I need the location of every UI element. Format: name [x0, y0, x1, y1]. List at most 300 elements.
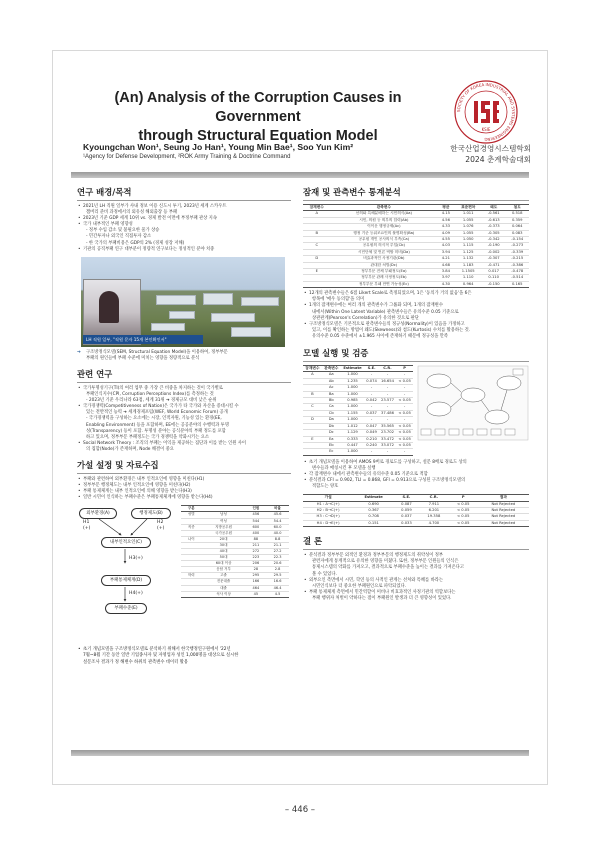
- table-cell: 0.037: [366, 410, 377, 415]
- bullet-item: 변수들과 매칭시킨 후 모델을 실행: [312, 465, 376, 471]
- table-cell: 1.110: [454, 275, 481, 281]
- table-cell: 석사 이상: [201, 591, 245, 597]
- table-row: [303, 520, 529, 526]
- table-cell: 28: [246, 567, 266, 573]
- table-cell: 0.083: [505, 230, 529, 236]
- affiliations: ¹Agency for Defense Development, ²ROK Army Training & Doctrine Command: [83, 154, 291, 160]
- table-row: [181, 591, 289, 597]
- table-cell: 1.115: [454, 243, 481, 249]
- table-cell: H3 : C→D(+): [303, 514, 353, 520]
- hypothesis-figure: [77, 505, 291, 643]
- table-cell: -: [379, 372, 396, 378]
- table-cell: 직종: [181, 524, 201, 530]
- table-cell: 211: [246, 542, 266, 548]
- diagram-label-h1-sign: (+): [83, 526, 91, 532]
- sem-path-diagram: [417, 365, 529, 441]
- table-cell: 0.037: [394, 514, 419, 520]
- logo-ring-text: SOCIETY OF KOREA INDUSTRIAL AND SYSTEMS ENGINEERING: [455, 81, 517, 143]
- table-cell: Bb: [322, 398, 341, 404]
- table-header-cell: Estimate: [353, 495, 394, 501]
- table-cell: C: [303, 243, 330, 249]
- table-cell: B: [303, 230, 330, 236]
- table-row: [303, 281, 529, 287]
- table-cell: 1.000: [341, 391, 365, 397]
- table-cell: 0.359: [505, 217, 529, 223]
- bullet-item: • 부패 통제체계는 내부 인적요인에 의해 영향을 받는다(H3): [77, 489, 291, 495]
- table-cell: < 0.05: [396, 436, 413, 442]
- table-cell: 1.000: [341, 372, 365, 378]
- bullet-item: 하고 있으며, 정부부문 부패정도는 국가 경쟁력을 약화시키는 요소: [86, 434, 209, 440]
- table-cell: -: [379, 417, 396, 423]
- news-anchor-figure: [99, 291, 119, 323]
- table-cell: -0.002: [482, 249, 506, 255]
- table-header-cell: 비율: [266, 506, 289, 512]
- page-number: – 446 –: [284, 805, 316, 815]
- table-cell: -0.215: [505, 256, 529, 262]
- table-header-cell: 잠재변수: [303, 366, 322, 372]
- bullet-item: 성(Transparency) 등이 포함. 투명성 분야는 공식분야의 부패 정도를 포함: [86, 428, 226, 434]
- bullet-item: • 국가경쟁력(Competitiveness of Nation)은 국가가 타 국가와 자산을 증대시킬 수: [77, 404, 291, 410]
- table-cell: 0.210: [366, 436, 377, 441]
- bullet-item: • 정부부문 행정체도는 내부 인적요인에 영향을 미친다(H2): [77, 483, 291, 489]
- table-cell: 4.21: [437, 256, 454, 262]
- table-cell: 295: [246, 573, 266, 579]
- table-cell: D: [303, 417, 322, 423]
- table-cell: -: [396, 385, 413, 391]
- table-cell: [303, 449, 322, 455]
- table-cell: 6.201: [419, 508, 449, 514]
- table-cell: 1.129: [341, 430, 365, 436]
- table-cell: 35.565: [379, 423, 396, 429]
- bullet-item: • 12개의 관측변수들은 6점 Likert Scale로 측정되었으며, 1은 '동의가 거의 없음'을 6은: [303, 291, 529, 297]
- table-cell: 나이: [181, 536, 201, 542]
- table-cell: < 0.05: [396, 442, 413, 448]
- table-cell: 0.367: [353, 508, 394, 514]
- section-heading-related: 관련 연구: [77, 368, 291, 383]
- table-cell: 0.042: [366, 398, 377, 403]
- table-cell: A: [303, 211, 330, 217]
- bullet-item: 내에서(Within One Latent Variable) 관측변수들은 유의수준 0.05 기준으로: [312, 309, 459, 315]
- survey-note-line-1: 초기 개념모델을 구조방정식모델로 분석하기 위해서 한국행정연구원에서 '22년: [83, 647, 231, 653]
- table-cell: 0.690: [353, 501, 394, 507]
- poster: [52, 50, 548, 785]
- bullet-item: • 국가 내부적인 부패 영향성: [77, 222, 291, 228]
- table-header-cell: P: [396, 366, 413, 372]
- model-results-row: [303, 365, 529, 456]
- table-cell: 관대한 처벌(Dc): [330, 262, 437, 268]
- table-cell: 1.050: [454, 237, 481, 243]
- table-cell: 0.110: [482, 275, 506, 281]
- table-cell: H1 : A→C(+): [303, 501, 353, 507]
- section-heading-background: 연구 배경/목적: [77, 186, 291, 201]
- hypothesis-bullets: [77, 477, 291, 501]
- bullet-item: • 기관의 공직부패 연구 대부분이 정량적 연구보다는 정성적인 분야 치중: [77, 247, 291, 253]
- table-cell: H4 : D→E(+): [303, 520, 353, 526]
- table-cell: 0.240: [366, 442, 377, 447]
- table-cell: 272: [246, 549, 266, 555]
- table-cell: 45: [246, 591, 266, 597]
- concept-model-diagram: [77, 505, 177, 643]
- table-cell: 1.132: [454, 256, 481, 262]
- survey-note: [77, 647, 291, 665]
- conference-event: 2024 춘계학술대회: [465, 155, 531, 164]
- table-cell: 1.235: [341, 378, 365, 384]
- table-header-cell: 결과: [478, 495, 529, 501]
- table-header-cell: 인원: [246, 506, 266, 512]
- table-cell: 33.472: [379, 436, 396, 442]
- bullet-item: • 구조방정식모델은 기본적으로 관측변수들의 정규성(Normality)이 있음을 가정하고: [303, 322, 529, 328]
- sem-note: [77, 350, 291, 362]
- table-cell: 23.577: [379, 398, 396, 404]
- table-cell: 응답 거부: [201, 567, 245, 573]
- table-cell: E: [303, 269, 330, 275]
- table-cell: 20.6: [266, 561, 289, 567]
- bullet-item: 통제시스템의 약화를 가져오고, 결과적으로 부패수준을 높이는 결과를 가져온다고: [312, 565, 465, 571]
- table-cell: -: [396, 391, 413, 397]
- section-background: [77, 186, 291, 362]
- table-cell: 남성: [201, 512, 245, 518]
- correlation-bullets: [303, 291, 529, 340]
- survey-note-line-3: 설문조사 결과가 정 해변수 하위의 관측변수 데이터 활용: [83, 659, 189, 665]
- table-cell: < 0.05: [449, 501, 478, 507]
- table-cell: 1.011: [454, 211, 481, 217]
- section-related: [77, 368, 291, 453]
- table-cell: -: [396, 404, 413, 410]
- bullet-item: • Social Network Theory : 조직의 부패는 이익을 제공하는 집단과 이를 받는 인원 사이: [77, 441, 291, 447]
- bullet-item: 볼 수 있었다.: [312, 571, 337, 577]
- hypothesis-path-table: [303, 494, 529, 527]
- table-cell: 3.94: [437, 249, 454, 255]
- table-cell: 0.964: [454, 281, 481, 287]
- table-cell: 4.03: [437, 243, 454, 249]
- table-header-cell: 가설: [303, 495, 353, 501]
- table-cell: 21.1: [266, 542, 289, 548]
- table-cell: 시민, 의원 등 외부의 압력(Ab): [330, 217, 437, 223]
- logo-mark: [474, 101, 499, 123]
- bullet-item: • 초기 개념모델을 이용하여 AMOS 9버로 경로도를 구성하고, 설문 8배로 경로도 상의: [303, 460, 529, 466]
- diagram-label-h2: H2: [157, 520, 164, 526]
- bullet-item: - 2023년 기준 우리나라 63점, 세계 31위 ➔ 경제규모 대비 낮은 순위: [86, 398, 217, 404]
- table-cell: 0.074: [366, 378, 377, 383]
- table-cell: 0.518: [505, 211, 529, 217]
- table-cell: 4.68: [437, 262, 454, 268]
- table-row: [303, 449, 413, 455]
- bullet-item: 있는 전반적인 능력 ➔ 세계경제포럼(WEF, World Economic Forum) 공개: [86, 410, 228, 416]
- table-cell: < 0.05: [449, 508, 478, 514]
- table-cell: 1.000: [341, 385, 365, 391]
- table-cell: < 0.05: [396, 378, 413, 384]
- bullet-item: 관련자에게 통계적으로 유의한 영향을 미쳤다. 또한, 정부부문 인원들의 인식은: [312, 559, 459, 565]
- demographics-table-wrap: [181, 505, 289, 597]
- table-cell: 30대: [201, 542, 245, 548]
- table-cell: Ea: [322, 436, 341, 442]
- author-list: Kyoungchan Won¹, Seung Jo Han¹, Young Min Bae¹, Soo Yun Kim²: [83, 142, 354, 152]
- table-cell: -: [396, 372, 413, 378]
- table-cell: 27.2: [266, 549, 289, 555]
- table-header-cell: S.E.: [394, 495, 419, 501]
- diagram-label-h1: H1: [83, 520, 90, 526]
- table-cell: < 0.05: [449, 514, 478, 520]
- table-cell: 4.09: [437, 230, 454, 236]
- table-cell: 학력: [181, 573, 201, 579]
- bullet-item: Enabling Environment) 등을 포함하며, EE에는 공공분야의 수행력과 투명: [86, 422, 229, 428]
- bullet-item: • 부패와 관련하여 외부환경은 내부 인적요인에 영향을 미친다(H1): [77, 477, 291, 483]
- table-cell: < 0.05: [396, 430, 413, 436]
- table-cell: -0.561: [482, 211, 506, 217]
- table-cell: 1.000: [341, 449, 365, 455]
- table-cell: D: [303, 256, 330, 262]
- table-cell: < 0.05: [449, 520, 478, 526]
- footer-divider: [71, 750, 529, 756]
- table-cell: -0.373: [482, 224, 506, 230]
- table-cell: 전문대졸: [201, 579, 245, 585]
- table-cell: Da: [322, 417, 341, 423]
- table-cell: 행정 기준 등위조요인의 불명확성(Ba): [330, 230, 437, 236]
- table-cell: 3.84: [437, 269, 454, 275]
- diagram-box-control: 부패통제체계(D): [101, 575, 151, 586]
- table-cell: -0.478: [505, 269, 529, 275]
- table-cell: 1.183: [454, 262, 481, 268]
- table-cell: 이이운 행정규제(Ac): [330, 224, 437, 230]
- news-caption: LH 직원 일부, "직원 문자 15개 본인확인서": [83, 335, 203, 344]
- bullet-item: • 국가투명성기구(TI)의 여러 업무 중 가장 큰 비중을 차지하는 것이 국가별로: [77, 386, 291, 392]
- table-cell: < 0.05: [396, 410, 413, 416]
- table-cell: -0.342: [482, 237, 506, 243]
- table-cell: -: [364, 385, 379, 391]
- table-cell: 0.064: [505, 224, 529, 230]
- table-cell: Ca: [322, 404, 341, 410]
- table-cell: 0.087: [394, 501, 419, 507]
- table-cell: Not Rejected: [478, 508, 529, 514]
- table-cell: 16.654: [379, 378, 396, 384]
- table-cell: -0.154: [505, 237, 529, 243]
- table-cell: -: [379, 404, 396, 410]
- table-cell: -0.613: [482, 217, 506, 223]
- conference-society: 한국산업경영시스템학회: [450, 144, 531, 153]
- bullet-item: • 1개의 잠재변수에는 여러 개의 관측변수가 그룹화 되며, 1개의 잠재변수: [303, 303, 529, 309]
- table-cell: 4.56: [437, 217, 454, 223]
- table-header-cell: S.E.: [364, 366, 379, 372]
- table-cell: 8.8: [266, 536, 289, 542]
- table-cell: 0.033: [394, 520, 419, 526]
- table-cell: 1.125: [454, 249, 481, 255]
- path-table-wrap: [303, 494, 529, 527]
- table-cell: < 0.05: [396, 423, 413, 429]
- table-cell: 1.000: [341, 404, 365, 410]
- table-cell: -0.273: [505, 243, 529, 249]
- diagram-label-h2-sign: (+): [157, 526, 165, 532]
- diagram-label-h4: H4(+): [129, 591, 143, 597]
- table-cell: 0.017: [482, 269, 506, 275]
- table-cell: 1.076: [454, 224, 481, 230]
- table-cell: -: [364, 372, 379, 378]
- table-cell: 600: [246, 524, 266, 530]
- bullet-item: 의 집합(Node)가 존재하며, Node 해결이 중요: [86, 446, 174, 452]
- bullet-item: 적합도는 양호: [312, 484, 339, 490]
- table-cell: 고졸: [201, 573, 245, 579]
- bullet-item: 부패 행위자 처벌이 약하다는 점이 부패원인 발생과 더 큰 영향성이 있었다.: [312, 595, 452, 601]
- table-cell: 22.3: [266, 555, 289, 561]
- bullet-item: • 각 잠재변수 내에서 관측변수들의 유의수준 0.05 기준으로 적합: [303, 472, 529, 478]
- bullet-item: • 일반 시민이 인식하는 부패수준은 부패통제체계에 영향을 받는다(H4): [77, 495, 291, 501]
- table-cell: -0.471: [482, 262, 506, 268]
- table-cell: 29.5: [266, 573, 289, 579]
- table-cell: Db: [322, 423, 341, 429]
- table-cell: 50대: [201, 555, 245, 561]
- related-bullets: [77, 386, 291, 453]
- table-cell: Cb: [322, 410, 341, 416]
- table-cell: 1.055: [454, 230, 481, 236]
- survey-note-line-2: 7월~8월 기간 동안 일반 기업종사자 및 자영업자 성인 1,000명을 대상으로 실시한: [83, 653, 239, 659]
- table-cell: Ab: [322, 378, 341, 384]
- section-heading-correlation: 잠재 및 관측변수 통계분석: [303, 186, 529, 201]
- table-cell: -: [364, 417, 379, 423]
- bullet-item: 유의수준 0.05 수준에서 ±1.965 사이에 존재하기 때문에 정규성을 만족: [312, 333, 449, 339]
- bullet-item: - 민간투자나 외국인 직접투자 감소: [86, 234, 152, 240]
- header-divider: [71, 172, 529, 178]
- section-hypothesis: [77, 459, 291, 666]
- left-column: [77, 186, 291, 666]
- table-cell: 544: [246, 518, 266, 524]
- bullet-item: - 국가경쟁력을 구성하는 요소에는 시장, 인적자원, 기능성 있는 환경(EE,: [86, 416, 222, 422]
- table-header-cell: Estimate: [341, 366, 365, 372]
- table-cell: 206: [246, 561, 266, 567]
- table-cell: 0.059: [394, 508, 419, 514]
- table-header-cell: 관측변수: [322, 366, 341, 372]
- table-cell: -: [396, 449, 413, 455]
- table-cell: Dc: [322, 430, 341, 436]
- section-model: [303, 347, 529, 527]
- table-header-cell: 평균: [437, 205, 454, 211]
- poster-title: [83, 89, 433, 146]
- logo-mark-text: KSIE: [481, 127, 491, 132]
- table-cell: 33.072: [379, 442, 396, 448]
- table-cell: -0.190: [482, 243, 506, 249]
- table-cell: 공무원의 의식적 투입(Cb): [330, 243, 437, 249]
- table-cell: 400: [246, 530, 266, 536]
- background-bullets: [77, 204, 291, 253]
- bullet-item: • 2023년 기준 GDP 세계 10위 vs. 경제 발전 이면에 부정부패 관상 지속: [77, 216, 291, 222]
- table-cell: 4.5: [266, 591, 289, 597]
- table-cell: 0.165: [505, 281, 529, 287]
- table-header-cell: P: [449, 495, 478, 501]
- diagram-box-internal: 내부인적요인(C): [101, 537, 151, 548]
- table-cell: Ec: [322, 449, 341, 455]
- table-cell: [181, 591, 201, 597]
- table-cell: 0.985: [341, 398, 365, 404]
- table-cell: 1.012: [341, 423, 365, 429]
- table-cell: E: [303, 436, 322, 442]
- diagram-box-level: 부패수준(E): [105, 603, 147, 614]
- table-cell: B: [303, 391, 322, 397]
- table-cell: 0.151: [353, 520, 394, 526]
- table-cell: A: [303, 372, 322, 378]
- bullet-item: - 정부 수입 감소 및 불필요한 물가 상승: [86, 228, 160, 234]
- table-cell: 1.000: [341, 417, 365, 423]
- table-header-cell: 구분: [181, 506, 201, 512]
- bullet-item: • 분석결과 정부부문 외적인 환경과 정부부문의 행정제도의 취약성이 정부: [303, 553, 529, 559]
- section-heading-conclusion: 결 론: [303, 535, 529, 550]
- table-cell: Not Rejected: [478, 520, 529, 526]
- table-cell: 1.155: [341, 410, 365, 416]
- table-cell: 4.700: [419, 520, 449, 526]
- diagram-label-h3: H3(+): [129, 556, 143, 562]
- table-cell: 166: [246, 579, 266, 585]
- bullet-item: - 한 국가의 부패비용은 GDP의 2% (경제 성장 저해): [86, 240, 185, 246]
- table-cell: C: [303, 404, 322, 410]
- title-line-1: (An) Analysis of the Corruption Causes in Government: [114, 90, 402, 125]
- bullet-item: • 외부요인 측면에서 시민, 학연 등의 사적인 관계는 선처와 특혜를 바라는: [303, 578, 529, 584]
- section-conclusion: [303, 535, 529, 602]
- table-header-cell: C.R.: [419, 495, 449, 501]
- table-cell: Ac: [322, 385, 341, 391]
- table-cell: 37.486: [379, 410, 396, 416]
- table-cell: 0.049: [366, 430, 377, 435]
- table-cell: 40대: [201, 549, 245, 555]
- table-cell: -0.305: [482, 230, 506, 236]
- survey-note-block: • 초기 개념모델을 구조방정식모델로 분석하기 위해서 한국행정연구원에서 '22년 7월~8월 기간 동안 일반 기업종사자 및 자영업자 성인 1,000명을 대상으로 실시한 설문조사 결과가 정 해변수 하위의 관측변수 데이터 활용: [77, 647, 291, 665]
- diagram-box-external: 외부환경(A): [79, 508, 117, 519]
- table-cell: -0.150: [482, 281, 506, 287]
- bullet-item: • 분석결과 CFI = 0.902, TLI = 0.868, GFI = 0.913으로 구성된 구조방정식모델의: [303, 478, 529, 484]
- table-cell: 4.33: [437, 224, 454, 230]
- table-cell: Aa: [322, 372, 341, 378]
- table-cell: -0.386: [505, 262, 529, 268]
- table-cell: 54.4: [266, 518, 289, 524]
- table-cell: 2.8: [266, 567, 289, 573]
- table-header-cell: 첨도: [505, 205, 529, 211]
- table-cell: 7.911: [419, 501, 449, 507]
- bullet-item: • 부패 통제체계 측면에서 민간역할이 미비나 비효과적인 사정기관의 역할보다는: [303, 590, 529, 596]
- table-cell: Not Rejected: [478, 514, 529, 520]
- bullet-item: 잼버리 준비 과정에서의 외유성 해외출장 등 부패: [86, 210, 178, 216]
- demographics-table: [181, 505, 289, 597]
- table-cell: -: [364, 391, 379, 397]
- table-cell: 대졸: [201, 585, 245, 591]
- table-cell: -0.339: [505, 249, 529, 255]
- table-cell: 16.6: [266, 579, 289, 585]
- table-cell: 성별: [181, 512, 201, 518]
- table-cell: 45.6: [266, 512, 289, 518]
- table-cell: Eb: [322, 442, 341, 448]
- table-cell: [303, 281, 330, 287]
- table-cell: 19.358: [419, 514, 449, 520]
- table-cell: 시민단체 및 언론 역할 미비(Da): [330, 249, 437, 255]
- table-cell: 46.4: [266, 585, 289, 591]
- table-cell: 정부부문 부패 만연 가능성(Ec): [330, 281, 437, 287]
- table-cell: -: [396, 417, 413, 423]
- table-cell: -: [379, 449, 396, 455]
- model-bullets: [303, 460, 529, 490]
- table-header-cell: 잠재변수: [303, 205, 330, 211]
- table-cell: Not Rejected: [478, 501, 529, 507]
- table-cell: 0.333: [341, 436, 365, 442]
- table-cell: 60.0: [266, 524, 289, 530]
- table-cell: 1.1505: [454, 269, 481, 275]
- table-header-cell: 관측변수: [330, 205, 437, 211]
- measurement-model-table: [303, 365, 413, 456]
- table-cell: 지방공무원: [201, 524, 245, 530]
- table-cell: 23.702: [379, 430, 396, 436]
- table-cell: 0.708: [353, 514, 394, 520]
- ksie-logo: [453, 79, 519, 145]
- sem-note-line-1: ➔ 구조방정식모델(SEM, Structural Equation Model)을 이용하여, 정부부문: [86, 349, 228, 355]
- section-correlation: [303, 186, 529, 340]
- table-cell: 20대: [201, 536, 245, 542]
- title-line-2: through Structural Equation Model: [138, 128, 378, 144]
- table-cell: -0.307: [482, 256, 506, 262]
- bullet-item: 항목에 '매우 동의함'을 의미: [312, 297, 365, 303]
